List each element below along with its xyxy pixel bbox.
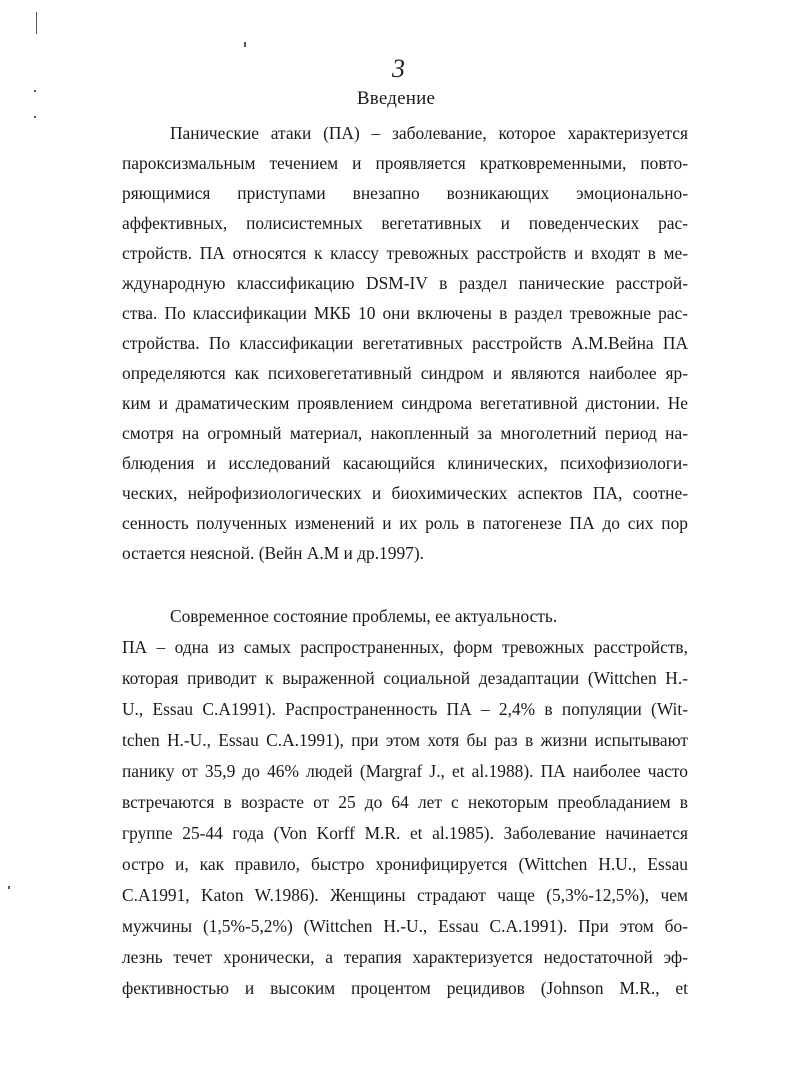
intro-line: ким и драматическим проявлением синдрома вегетативной дистонии. Не bbox=[122, 393, 688, 413]
intro-line: Панические атаки (ПА) – заболевание, которое характеризуется bbox=[170, 123, 688, 143]
intro-line: ческих, нейрофизиологических и биохимических аспектов ПА, соотне- bbox=[122, 483, 688, 503]
section-line: встречаются в возрасте от 25 до 64 лет с некоторым преобладанием в bbox=[122, 792, 688, 812]
intro-line: ряющимися приступами внезапно возникающих эмоционально- bbox=[122, 183, 688, 203]
scan-artifact bbox=[34, 116, 36, 118]
section-line: панику от 35,9 до 46% людей (Margraf J., et al.1988). ПА наиболее часто bbox=[122, 761, 688, 781]
intro-line: смотря на огромный материал, накопленный за многолетний период на- bbox=[122, 423, 688, 443]
intro-line: ждународную классификацию DSM-IV в раздел панические расстрой- bbox=[122, 273, 688, 293]
intro-line: стройств. ПА относятся к классу тревожных расстройств и входят в ме- bbox=[122, 243, 688, 263]
section-line: группе 25-44 года (Von Korff M.R. et al.1985). Заболевание начинается bbox=[122, 823, 688, 843]
page-title: Введение bbox=[356, 88, 436, 109]
intro-line: ства. По классификации МКБ 10 они включены в раздел тревожные рас- bbox=[122, 303, 688, 323]
page-number: 3 bbox=[392, 54, 405, 83]
intro-line: стройства. По классификации вегетативных расстройств А.М.Вейна ПА bbox=[122, 333, 688, 353]
section-line: U., Essau C.A1991). Распространенность ПА – 2,4% в популяции (Wit- bbox=[122, 699, 688, 719]
section-line: ПА – одна из самых распространенных, форм тревожных расстройств, bbox=[122, 637, 688, 657]
section-heading: Современное состояние проблемы, ее актуальность. bbox=[170, 606, 558, 626]
intro-line: аффективных, полисистемных вегетативных и поведенческих рас- bbox=[122, 213, 688, 233]
intro-line: пароксизмальным течением и проявляется кратковременными, повто- bbox=[122, 153, 688, 173]
section-line: C.A1991, Katon W.1986). Женщины страдают чаще (5,3%-12,5%), чем bbox=[122, 885, 688, 905]
intro-line: блюдения и исследований касающийся клинических, психофизиологи- bbox=[122, 453, 688, 473]
section-line: мужчины (1,5%-5,2%) (Wittchen H.-U., Essau C.A.1991). При этом бо- bbox=[122, 916, 688, 936]
scan-artifact bbox=[8, 886, 10, 889]
section-line: фективностью и высоким процентом рецидивов (Johnson M.R., et bbox=[122, 978, 688, 998]
intro-line: определяются как психовегетативный синдром и являются наиболее яр- bbox=[122, 363, 688, 383]
section-line: tchen H.-U., Essau C.A.1991), при этом хотя бы раз в жизни испытывают bbox=[122, 730, 688, 750]
intro-line: сенность полученных изменений и их роль в патогенезе ПА до сих пор bbox=[122, 513, 688, 533]
section-line: которая приводит к выраженной социальной дезадаптации (Wittchen H.- bbox=[122, 668, 688, 688]
section-line: остро и, как правило, быстро хронифицируется (Wittchen H.U., Essau bbox=[122, 854, 688, 874]
section-line: лезнь течет хронически, а терапия характеризуется недостаточной эф- bbox=[122, 947, 688, 967]
scan-artifact bbox=[36, 12, 37, 34]
scan-artifact bbox=[244, 42, 246, 47]
intro-line: остается неясной. (Вейн А.М и др.1997). bbox=[122, 543, 424, 563]
